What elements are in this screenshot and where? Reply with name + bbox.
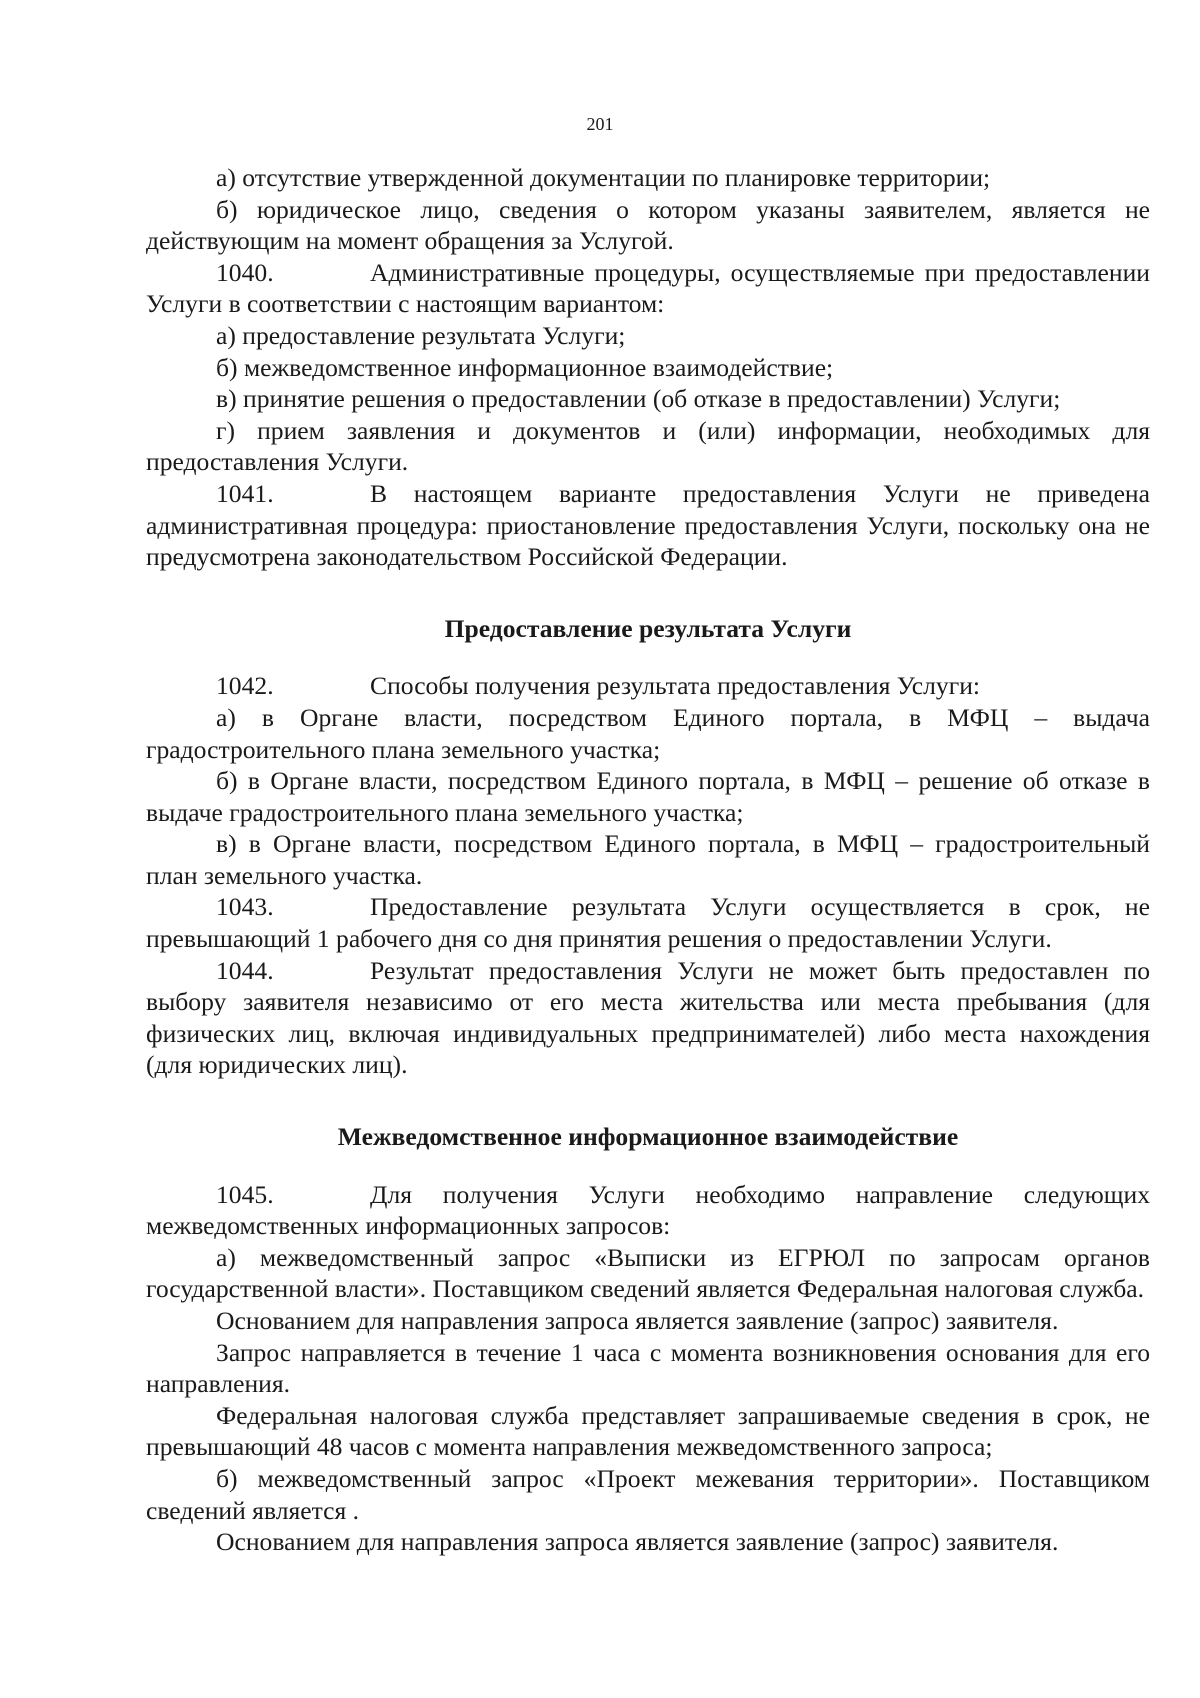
clause-number: 1042. xyxy=(216,671,274,701)
section-heading-result: Предоставление результата Услуги xyxy=(444,613,852,643)
result-method-v: в) в Органе власти, посредством Единого портала, в МФЦ – градостроительный план земельного участка. xyxy=(146,829,1150,890)
paragraph-b-legal-entity: б) юридическое лицо, сведения о котором указаны заявителем, является не действующим на момент обращения за Услугой. xyxy=(146,194,1150,256)
clause-1042 xyxy=(146,670,1150,702)
page-number: 201 xyxy=(586,114,614,134)
clause-1041 xyxy=(146,478,1150,573)
clause-1045 xyxy=(146,1179,1150,1242)
request-timing: Запрос направляется в течение 1 часа с момента возникновения основания для его направления. xyxy=(146,1337,1150,1399)
clause-number: 1043. xyxy=(216,892,274,922)
clause-text: Для получения Услуги необходимо направление следующих межведомственных информационных запросов: xyxy=(146,1179,1150,1241)
procedure-b: б) межведомственное информационное взаимодействие; xyxy=(216,352,834,382)
procedure-a: а) предоставление результата Услуги; xyxy=(216,320,626,350)
result-method-b: б) в Органе власти, посредством Единого портала, в МФЦ – решение об отказе в выдаче градостроительного плана земельного участка; xyxy=(146,766,1150,827)
clause-text: Административные процедуры, осуществляемые при предоставлении Услуги в соответствии с настоящим вариантом: xyxy=(146,257,1150,319)
procedure-g: г) прием заявления и документов и (или) информации, необходимых для предоставления Услуги. xyxy=(146,415,1150,477)
clause-text: Результат предоставления Услуги не может быть предоставлен по выбору заявителя независимо от его места жительства или места пребывания (для физических лиц, включая индивидуальных предпринимателей) либо места нахождения (для юридических лиц). xyxy=(146,955,1150,1080)
result-method-a: а) в Органе власти, посредством Единого портала, в МФЦ – выдача градостроительного плана земельного участка; xyxy=(146,702,1150,764)
clause-text: В настоящем варианте предоставления Услуги не приведена административная процедура: приостановление предоставления Услуги, поскольку она не предусмотрена законодательством Российской Федерации. xyxy=(146,478,1150,572)
request-b-survey-project: б) межведомственный запрос «Проект межевания территории». Поставщиком сведений является . xyxy=(146,1463,1150,1525)
request-basis-1: Основанием для направления запроса является заявление (запрос) заявителя. xyxy=(216,1306,1059,1335)
clause-1043 xyxy=(146,891,1150,954)
clause-number: 1044. xyxy=(216,955,274,985)
fns-response-term: Федеральная налоговая служба представляет запрашиваемые сведения в срок, не превышающий 48 часов с момента направления межведомственного запроса; xyxy=(146,1400,1150,1462)
section-heading-interagency: Межведомственное информационное взаимодействие xyxy=(337,1122,959,1152)
document-body xyxy=(146,162,1150,1558)
clause-number: 1040. xyxy=(216,257,274,287)
request-a-egrul: а) межведомственный запрос «Выписки из ЕГРЮЛ по запросам органов государственной власти». Поставщиком сведений является Федеральная налоговая служба. xyxy=(146,1242,1150,1304)
request-basis-2: Основанием для направления запроса является заявление (запрос) заявителя. xyxy=(216,1527,1059,1557)
clause-number: 1045. xyxy=(216,1179,274,1209)
procedure-v: в) принятие решения о предоставлении (об отказе в предоставлении) Услуги; xyxy=(216,384,1061,414)
clause-number: 1041. xyxy=(216,478,274,508)
clause-1040 xyxy=(146,257,1150,320)
clause-text: Способы получения результата предоставления Услуги: xyxy=(370,671,981,701)
clause-1044 xyxy=(146,955,1150,1081)
clause-text: Предоставление результата Услуги осуществляется в срок, не превышающий 1 рабочего дня со дня принятия решения о предоставлении Услуги. xyxy=(146,892,1150,954)
paragraph-a-no-documentation: а) отсутствие утвержденной документации по планировке территории; xyxy=(216,163,991,192)
